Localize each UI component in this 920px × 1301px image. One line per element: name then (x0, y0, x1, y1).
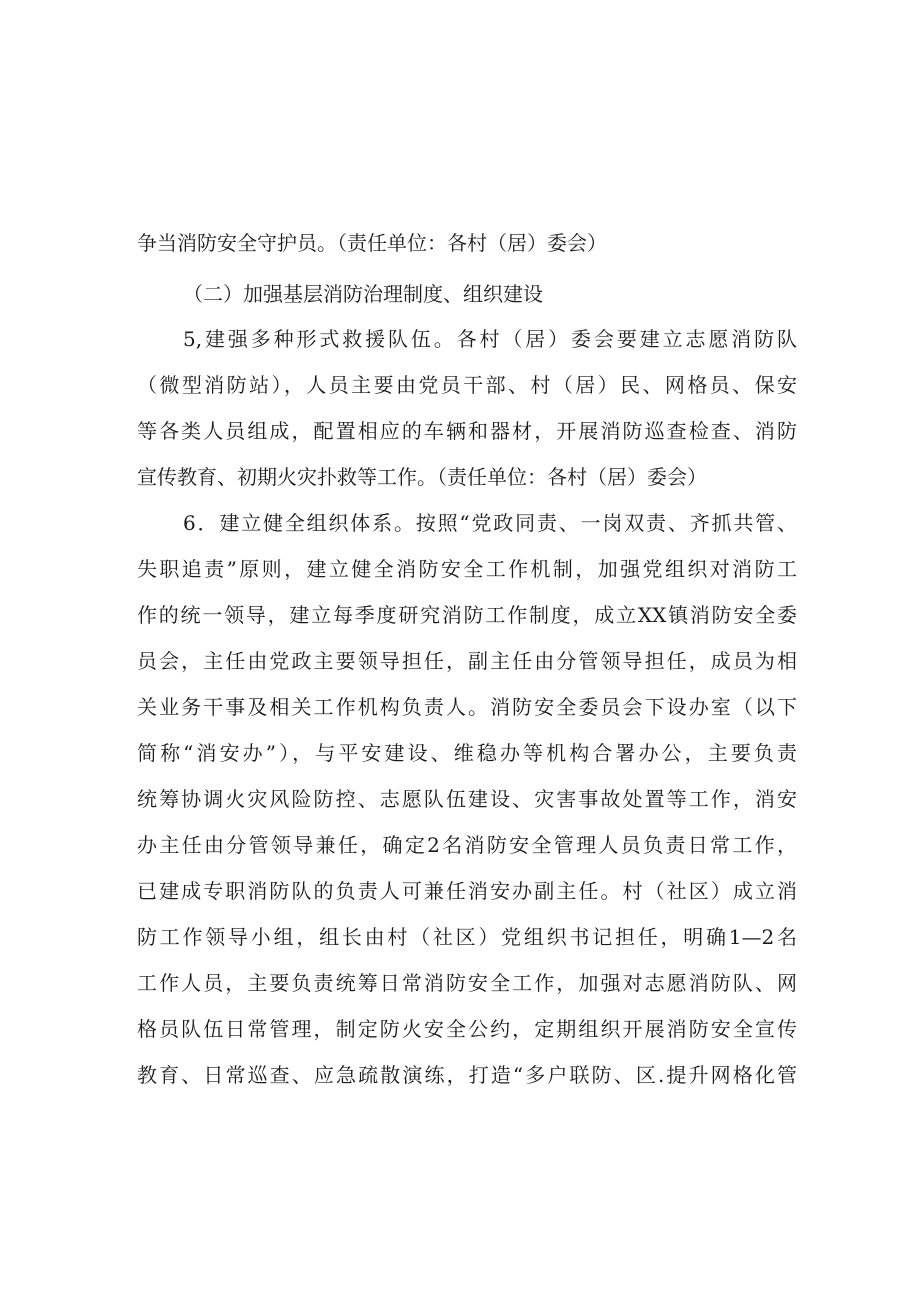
text-line: 等各类人员组成，配置相应的车辆和器材，开展消防巡查检查、消防 (137, 419, 797, 443)
text-line: 教育、日常巡查、应急疏散演练，打造“多户联防、区.提升网格化管 (137, 1063, 797, 1087)
text-line: 已建成专职消防队的负责人可兼任消安办副主任。村（社区）成立消 (137, 879, 797, 903)
text-line: 格员队伍日常管理，制定防火安全公约，定期组织开展消防安全宣传 (137, 1017, 797, 1041)
text-line: 争当消防安全守护员。（责任单位：各村（居）委会） (137, 231, 607, 255)
text-line: 作的统一领导，建立每季度研究消防工作制度，成立XX镇消防安全委 (137, 603, 797, 627)
text-line: 失职追责”原则，建立健全消防安全工作机制，加强党组织对消防工 (137, 557, 797, 581)
text-line: 5,建强多种形式救援队伍。各村（居）委会要建立志愿消防队 (183, 327, 797, 351)
text-line: （微型消防站），人员主要由党员干部、村（居）民、网格员、保安 (137, 373, 797, 397)
text-line: 关业务干事及相关工作机构负责人。消防安全委员会下设办室（以下 (137, 695, 797, 719)
text-line: 办主任由分管领导兼任，确定2名消防安全管理人员负责日常工作， (137, 833, 797, 857)
text-line: 6．建立健全组织体系。按照“党政同责、一岗双责、齐抓共管、 (183, 511, 797, 535)
text-line: 宣传教育、初期火灾扑救等工作。（责任单位：各村（居）委会） (137, 465, 707, 489)
text-line: 员会，主任由党政主要领导担任，副主任由分管领导担任，成员为相 (137, 649, 797, 673)
text-line: 简称“消安办”），与平安建设、维稳办等机构合署办公，主要负责 (137, 741, 797, 765)
text-line: 工作人员，主要负责统筹日常消防安全工作，加强对志愿消防队、网 (137, 971, 797, 995)
text-line: 防工作领导小组，组长由村（社区）党组织书记担任，明确1—2名 (137, 925, 797, 949)
text-line: 统筹协调火灾风险防控、志愿队伍建设、灾害事故处置等工作，消安 (137, 787, 797, 811)
section-heading: （二）加强基层消防治理制度、组织建设 (183, 282, 543, 306)
